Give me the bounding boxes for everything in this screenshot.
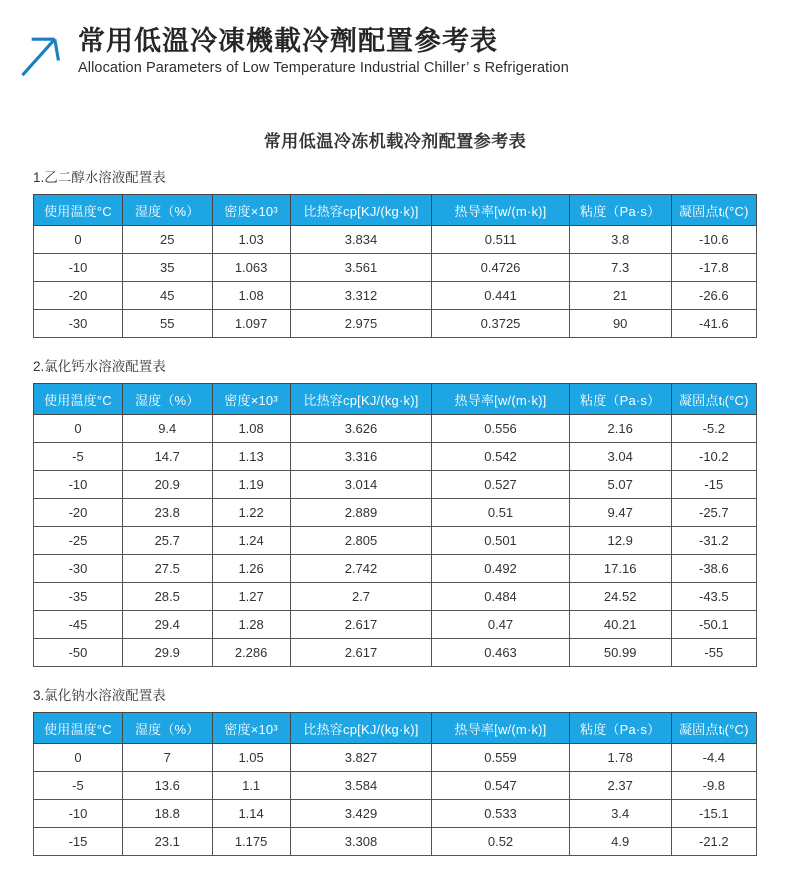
table-row — [34, 415, 757, 443]
table-cell: 3.04 — [569, 443, 671, 471]
table-cell: -20 — [34, 282, 123, 310]
table-cell: 0.559 — [432, 744, 569, 772]
table-cell: -50 — [34, 639, 123, 667]
table-cell: 2.805 — [290, 527, 432, 555]
page-title: 常用低温冷冻机载冷剂配置参考表 — [263, 132, 527, 151]
header-row — [34, 384, 757, 415]
table-cell: 23.1 — [122, 828, 212, 856]
table-row — [34, 226, 757, 254]
column-header: 使用温度°C — [34, 195, 123, 226]
table-cell: -25.7 — [671, 499, 756, 527]
table-cell: 35 — [122, 254, 212, 282]
table-cell: 3.8 — [569, 226, 671, 254]
table-row — [34, 744, 757, 772]
table-cell: 0.47 — [432, 611, 569, 639]
table-cell: -10.6 — [671, 226, 756, 254]
table-cell: -10 — [34, 800, 123, 828]
header-row — [34, 195, 757, 226]
table-cell: 18.8 — [122, 800, 212, 828]
table-cell: 17.16 — [569, 555, 671, 583]
table-row — [34, 282, 757, 310]
column-header: 使用温度°C — [34, 384, 123, 415]
table-cell: 2.16 — [569, 415, 671, 443]
table-cell: 1.19 — [212, 471, 290, 499]
table-cell: 0.492 — [432, 555, 569, 583]
data-table — [33, 194, 757, 338]
table-cell: 0 — [34, 226, 123, 254]
table-cell: 2.617 — [290, 639, 432, 667]
column-header: 比热容cp[KJ/(kg·k)] — [290, 713, 432, 744]
table-row — [34, 772, 757, 800]
table-cell: 3.316 — [290, 443, 432, 471]
table-cell: -5 — [34, 443, 123, 471]
table-cell: 0 — [34, 744, 123, 772]
table-cell: 0.542 — [432, 443, 569, 471]
table-row — [34, 499, 757, 527]
table-cell: 5.07 — [569, 471, 671, 499]
column-header: 湿度（%） — [122, 195, 212, 226]
table-cell: 0.484 — [432, 583, 569, 611]
column-header: 使用温度°C — [34, 713, 123, 744]
brand-header — [0, 0, 790, 85]
table-row — [34, 527, 757, 555]
table-cell: 40.21 — [569, 611, 671, 639]
table-cell: 12.9 — [569, 527, 671, 555]
table-cell: -43.5 — [671, 583, 756, 611]
table-cell: 0.52 — [432, 828, 569, 856]
table-cell: -15 — [671, 471, 756, 499]
column-header: 热导率[w/(m·k)] — [432, 713, 569, 744]
table-cell: 55 — [122, 310, 212, 338]
table-cell: 23.8 — [122, 499, 212, 527]
table-cell: 1.28 — [212, 611, 290, 639]
table-cell: -15.1 — [671, 800, 756, 828]
table-row — [34, 639, 757, 667]
arrow-up-right-icon — [16, 28, 64, 85]
table-cell: 3.626 — [290, 415, 432, 443]
table-cell: 0 — [34, 415, 123, 443]
table-cell: 1.22 — [212, 499, 290, 527]
table-cell: 3.429 — [290, 800, 432, 828]
table-section — [33, 166, 757, 338]
column-header: 凝固点tᵢ(°C) — [671, 384, 756, 415]
table-row — [34, 611, 757, 639]
table-cell: -10.2 — [671, 443, 756, 471]
table-cell: -25 — [34, 527, 123, 555]
header-row — [34, 713, 757, 744]
table-cell: 90 — [569, 310, 671, 338]
data-table — [33, 712, 757, 856]
table-row — [34, 443, 757, 471]
column-header: 凝固点tᵢ(°C) — [671, 195, 756, 226]
table-cell: 25 — [122, 226, 212, 254]
table-cell: 4.9 — [569, 828, 671, 856]
table-cell: 0.547 — [432, 772, 569, 800]
column-header: 比热容cp[KJ/(kg·k)] — [290, 195, 432, 226]
table-cell: 1.05 — [212, 744, 290, 772]
brand-text-block — [78, 26, 569, 76]
table-cell: 0.463 — [432, 639, 569, 667]
section-title: 1.乙二醇水溶液配置表 — [33, 170, 166, 185]
column-header: 湿度（%） — [122, 384, 212, 415]
table-cell: 0.51 — [432, 499, 569, 527]
table-cell: 1.14 — [212, 800, 290, 828]
table-cell: -4.4 — [671, 744, 756, 772]
table-cell: 0.4726 — [432, 254, 569, 282]
table-cell: -21.2 — [671, 828, 756, 856]
table-cell: -55 — [671, 639, 756, 667]
table-row — [34, 254, 757, 282]
column-header: 凝固点tᵢ(°C) — [671, 713, 756, 744]
table-cell: 7 — [122, 744, 212, 772]
table-cell: 1.175 — [212, 828, 290, 856]
table-cell: 1.063 — [212, 254, 290, 282]
table-section — [33, 684, 757, 856]
table-cell: 3.584 — [290, 772, 432, 800]
column-header: 粘度（Pa·s） — [569, 713, 671, 744]
table-cell: -35 — [34, 583, 123, 611]
column-header: 热导率[w/(m·k)] — [432, 195, 569, 226]
table-cell: -30 — [34, 310, 123, 338]
table-cell: 2.37 — [569, 772, 671, 800]
table-section — [33, 355, 757, 667]
table-cell: 0.441 — [432, 282, 569, 310]
column-header: 密度×10³ — [212, 713, 290, 744]
table-cell: -15 — [34, 828, 123, 856]
table-cell: 1.78 — [569, 744, 671, 772]
table-cell: 1.13 — [212, 443, 290, 471]
table-cell: 0.527 — [432, 471, 569, 499]
table-cell: 3.4 — [569, 800, 671, 828]
table-cell: -50.1 — [671, 611, 756, 639]
table-cell: 0.511 — [432, 226, 569, 254]
table-cell: -26.6 — [671, 282, 756, 310]
table-cell: 50.99 — [569, 639, 671, 667]
table-cell: 0.3725 — [432, 310, 569, 338]
column-header: 粘度（Pa·s） — [569, 384, 671, 415]
table-cell: 45 — [122, 282, 212, 310]
column-header: 热导率[w/(m·k)] — [432, 384, 569, 415]
table-cell: 3.308 — [290, 828, 432, 856]
table-row — [34, 471, 757, 499]
table-row — [34, 583, 757, 611]
table-cell: -38.6 — [671, 555, 756, 583]
table-cell: 3.834 — [290, 226, 432, 254]
table-cell: 1.1 — [212, 772, 290, 800]
table-cell: 13.6 — [122, 772, 212, 800]
table-row — [34, 555, 757, 583]
table-cell: 14.7 — [122, 443, 212, 471]
table-cell: 1.27 — [212, 583, 290, 611]
table-cell: 2.7 — [290, 583, 432, 611]
table-cell: 3.561 — [290, 254, 432, 282]
data-table — [33, 383, 757, 667]
table-cell: 20.9 — [122, 471, 212, 499]
table-cell: 3.312 — [290, 282, 432, 310]
brand-subtitle: Allocation Parameters of Low Temperature Industrial Chiller’ s Refrigeration — [78, 60, 569, 77]
table-cell: 1.03 — [212, 226, 290, 254]
table-cell: 29.4 — [122, 611, 212, 639]
table-cell: 9.47 — [569, 499, 671, 527]
table-cell: 28.5 — [122, 583, 212, 611]
table-cell: 9.4 — [122, 415, 212, 443]
table-cell: 25.7 — [122, 527, 212, 555]
table-cell: 29.9 — [122, 639, 212, 667]
tables-container — [33, 166, 757, 856]
table-cell: 2.742 — [290, 555, 432, 583]
column-header: 湿度（%） — [122, 713, 212, 744]
table-cell: -17.8 — [671, 254, 756, 282]
table-cell: 27.5 — [122, 555, 212, 583]
table-cell: 2.975 — [290, 310, 432, 338]
table-cell: -9.8 — [671, 772, 756, 800]
table-cell: 0.501 — [432, 527, 569, 555]
table-cell: -10 — [34, 254, 123, 282]
table-cell: -41.6 — [671, 310, 756, 338]
table-cell: 7.3 — [569, 254, 671, 282]
table-cell: 0.556 — [432, 415, 569, 443]
section-title: 3.氯化钠水溶液配置表 — [33, 688, 166, 703]
column-header: 比热容cp[KJ/(kg·k)] — [290, 384, 432, 415]
column-header: 密度×10³ — [212, 195, 290, 226]
table-cell: 1.08 — [212, 282, 290, 310]
table-cell: -31.2 — [671, 527, 756, 555]
table-cell: -5.2 — [671, 415, 756, 443]
table-cell: -30 — [34, 555, 123, 583]
table-row — [34, 310, 757, 338]
table-cell: -10 — [34, 471, 123, 499]
table-cell: 21 — [569, 282, 671, 310]
table-cell: 2.617 — [290, 611, 432, 639]
table-cell: 1.08 — [212, 415, 290, 443]
brand-title: 常用低溫冷凍機載冷劑配置參考表 — [78, 26, 498, 56]
table-cell: 1.24 — [212, 527, 290, 555]
table-cell: 3.827 — [290, 744, 432, 772]
table-cell: 1.26 — [212, 555, 290, 583]
table-cell: -5 — [34, 772, 123, 800]
table-cell: 24.52 — [569, 583, 671, 611]
table-cell: -20 — [34, 499, 123, 527]
table-cell: -45 — [34, 611, 123, 639]
table-cell: 1.097 — [212, 310, 290, 338]
table-row — [34, 800, 757, 828]
table-row — [34, 828, 757, 856]
table-cell: 2.286 — [212, 639, 290, 667]
table-cell: 2.889 — [290, 499, 432, 527]
column-header: 粘度（Pa·s） — [569, 195, 671, 226]
section-title: 2.氯化钙水溶液配置表 — [33, 359, 166, 374]
table-cell: 0.533 — [432, 800, 569, 828]
table-cell: 3.014 — [290, 471, 432, 499]
column-header: 密度×10³ — [212, 384, 290, 415]
